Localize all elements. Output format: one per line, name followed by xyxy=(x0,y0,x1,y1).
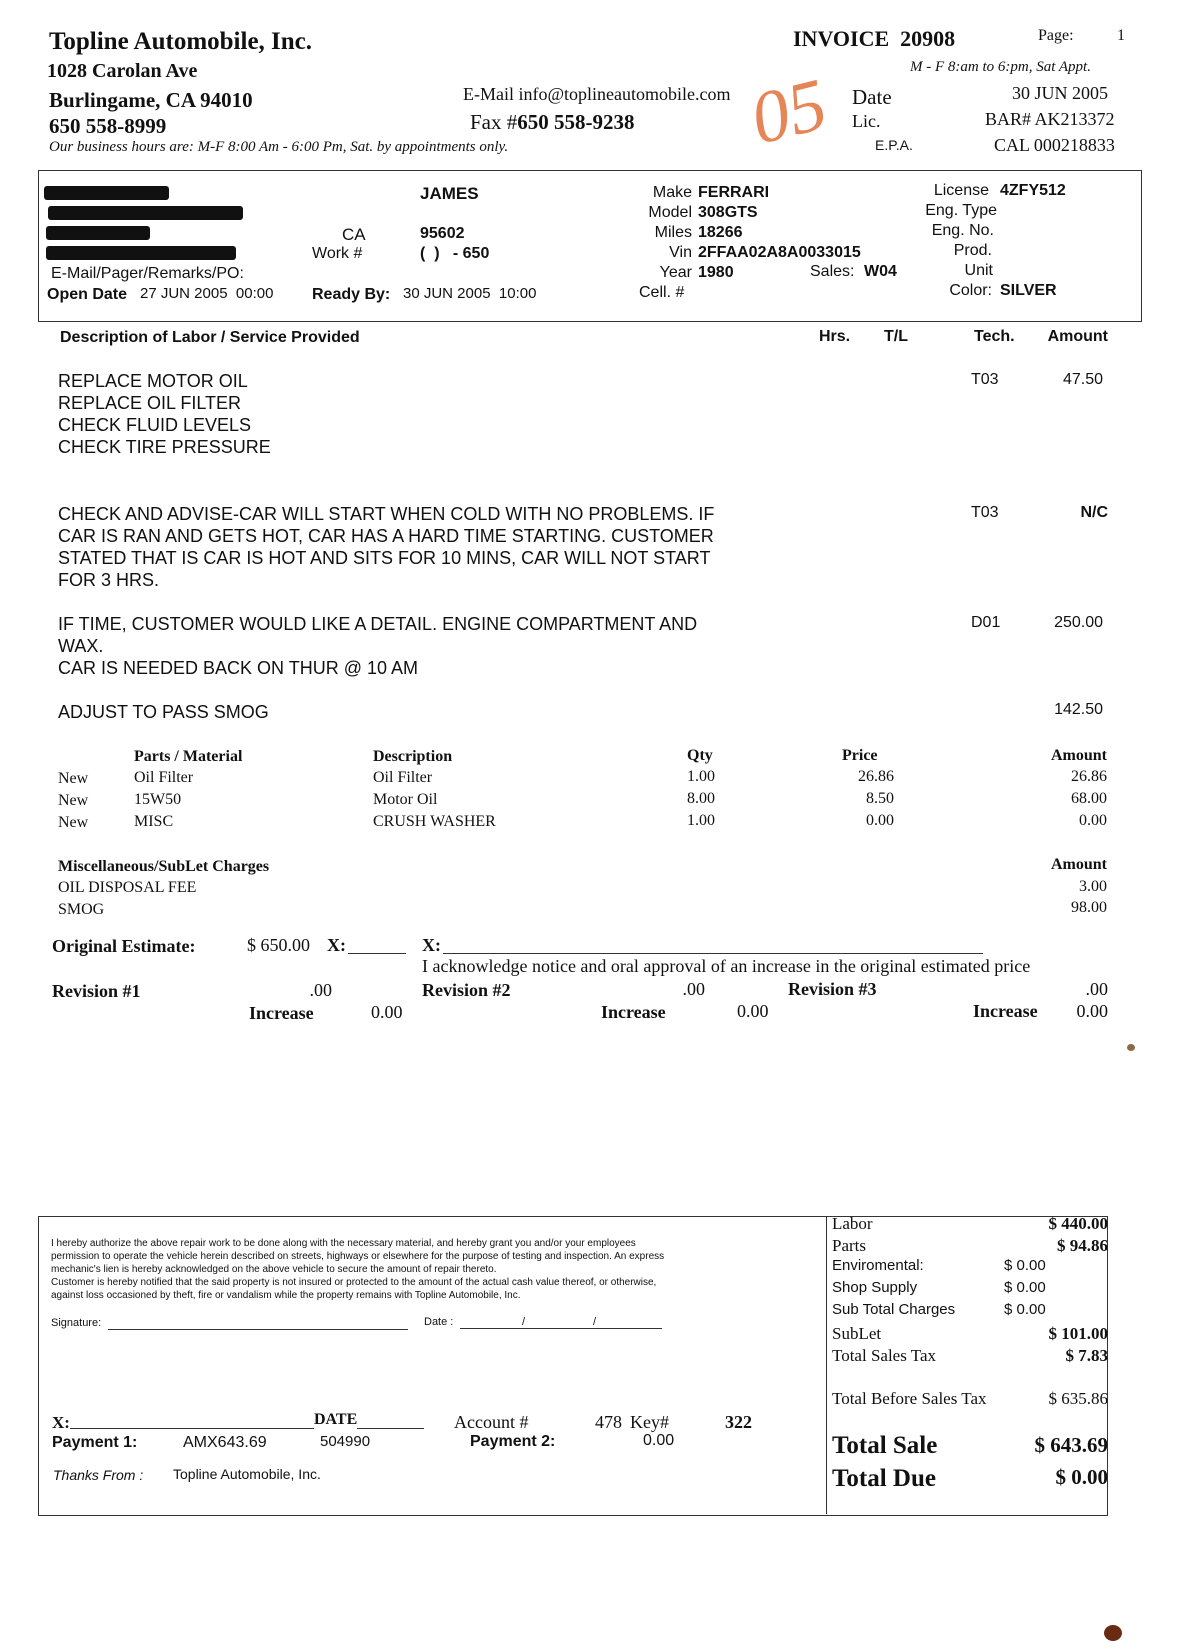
company-email: E-Mail info@toplineautomobile.com xyxy=(463,84,731,104)
labor-line: STATED THAT IS CAR IS HOT AND SITS FOR 10 MINS, CAR WILL NOT START xyxy=(58,548,711,568)
part-description: Motor Oil xyxy=(373,791,438,808)
account-number: 478 xyxy=(595,1412,622,1432)
license-label: License xyxy=(933,182,989,199)
redacted-home-phone xyxy=(46,246,236,260)
signature-date-line[interactable] xyxy=(460,1328,662,1329)
signature-date-label: Date : xyxy=(424,1316,454,1328)
part-qty: 8.00 xyxy=(687,790,715,807)
hrs-header: Hrs. xyxy=(819,328,851,345)
parts-total: $ 94.86 xyxy=(1057,1236,1108,1255)
part-amount: 68.00 xyxy=(1071,790,1107,807)
parts-header-price: Price xyxy=(842,747,878,764)
labor-tech: T03 xyxy=(971,504,999,521)
part-qty: 1.00 xyxy=(687,768,715,785)
vehicle-miles: 18266 xyxy=(698,224,743,241)
eng-no-label: Eng. No. xyxy=(931,222,994,239)
redacted-street xyxy=(48,206,243,220)
miles-label: Miles xyxy=(654,224,692,241)
misc-amount-header: Amount xyxy=(1050,856,1107,873)
labor-amount: N/C xyxy=(1080,504,1108,521)
sublet-label: SubLet xyxy=(832,1324,882,1343)
before-tax-total: $ 635.86 xyxy=(1048,1389,1108,1408)
part-description: CRUSH WASHER xyxy=(373,813,496,830)
customer-zip: 95602 xyxy=(420,225,465,242)
date-separator: / xyxy=(593,1316,597,1328)
part-condition: New xyxy=(58,770,89,787)
original-estimate-label: Original Estimate: xyxy=(52,936,196,956)
payment-x-label: X: xyxy=(52,1413,70,1432)
revision-1-label: Revision #1 xyxy=(52,981,141,1001)
part-price: 26.86 xyxy=(858,768,894,785)
labor-line: CAR IS NEEDED BACK ON THUR @ 10 AM xyxy=(58,658,419,678)
open-date: 27 JUN 2005 00:00 xyxy=(140,285,274,302)
approval-signature-line[interactable] xyxy=(443,953,983,954)
lic-label: Lic. xyxy=(852,111,881,131)
fax-number: 650 558-9238 xyxy=(517,110,635,134)
page-number: 1 xyxy=(1117,27,1125,44)
business-hours: Our business hours are: M-F 8:00 Am - 6:00 Pm, Sat. by appointments only. xyxy=(49,139,509,155)
estimate-x-label: X: xyxy=(327,935,346,955)
sales-label: Sales: xyxy=(810,263,855,280)
part-name: MISC xyxy=(134,813,174,830)
sublet-total: $ 101.00 xyxy=(1048,1324,1108,1343)
epa-label: E.P.A. xyxy=(875,137,913,153)
vin-label: Vin xyxy=(669,244,692,261)
footer-divider xyxy=(826,1216,827,1514)
vehicle-vin: 2FFAA02A8A0033015 xyxy=(698,244,861,261)
increase-1-value: 0.00 xyxy=(371,1002,403,1022)
legal-line: mechanic's lien is hereby acknowledged on the above vehicle to secure the amount of repair thereto. xyxy=(51,1264,497,1275)
work-label: Work # xyxy=(312,245,363,262)
part-condition: New xyxy=(58,792,89,809)
increase-2-value: 0.00 xyxy=(737,1001,769,1021)
part-name: Oil Filter xyxy=(134,769,194,786)
labor-line: CHECK TIRE PRESSURE xyxy=(58,437,271,457)
total-sale: $ 643.69 xyxy=(1034,1433,1108,1457)
eng-type-label: Eng. Type xyxy=(925,202,997,219)
labor-tech: D01 xyxy=(971,614,1001,631)
total-due: $ 0.00 xyxy=(1055,1465,1108,1489)
legal-line: permission to operate the vehicle herein described on streets, highways or elsewhere for the purpose of testing and inspection. An express xyxy=(51,1251,665,1262)
customer-state: CA xyxy=(342,225,366,244)
fax-label: Fax # xyxy=(470,110,518,134)
parts-header-qty: Qty xyxy=(687,747,713,764)
parts-total-label: Parts xyxy=(832,1236,866,1255)
company-fax xyxy=(470,110,635,135)
bar-number: BAR# AK213372 xyxy=(985,109,1115,129)
company-name: Topline Automobile, Inc. xyxy=(49,28,313,55)
labor-line: WAX. xyxy=(58,636,104,656)
labor-line: REPLACE MOTOR OIL xyxy=(58,371,248,391)
parts-header-amount: Amount xyxy=(1050,747,1107,764)
unit-label: Unit xyxy=(964,262,993,279)
open-date-label: Open Date xyxy=(47,286,128,303)
invoice-number: 20908 xyxy=(900,26,956,51)
company-address: 1028 Carolan Ave xyxy=(47,60,198,82)
shop-supply-label: Shop Supply xyxy=(832,1279,918,1296)
email-remarks-label: E-Mail/Pager/Remarks/PO: xyxy=(51,265,244,282)
tl-header: T/L xyxy=(884,328,908,345)
cell-label: Cell. # xyxy=(639,284,685,301)
payment-1-method: AMX643.69 xyxy=(183,1434,267,1451)
labor-line: CHECK FLUID LEVELS xyxy=(58,415,252,435)
labor-line: REPLACE OIL FILTER xyxy=(58,393,242,413)
invoice-label: INVOICE xyxy=(793,26,890,51)
shop-supply-value: $ 0.00 xyxy=(1004,1279,1046,1296)
redacted-last-name xyxy=(44,186,169,200)
increase-1-label: Increase xyxy=(249,1003,314,1023)
sales-tax-label: Total Sales Tax xyxy=(832,1346,937,1365)
labor-line: ADJUST TO PASS SMOG xyxy=(58,702,269,722)
sub-total-label: Sub Total Charges xyxy=(832,1301,956,1318)
key-number: 322 xyxy=(725,1412,752,1432)
cal-number: CAL 000218833 xyxy=(994,135,1115,155)
company-city: Burlingame, CA 94010 xyxy=(49,88,253,112)
tech-header: Tech. xyxy=(974,328,1015,345)
vehicle-make: FERRARI xyxy=(698,184,770,201)
handwritten-year-stamp: 05 xyxy=(743,63,835,161)
parts-header-description: Description xyxy=(373,748,453,765)
thanks-company: Topline Automobile, Inc. xyxy=(173,1466,321,1482)
vehicle-model: 308GTS xyxy=(698,204,758,221)
payment-2-label: Payment 2: xyxy=(470,1433,556,1450)
prod-label: Prod. xyxy=(953,242,992,259)
part-description: Oil Filter xyxy=(373,769,433,786)
part-amount: 26.86 xyxy=(1071,768,1107,785)
amount-header: Amount xyxy=(1047,328,1108,345)
sub-total-value: $ 0.00 xyxy=(1004,1301,1046,1318)
revision-3-value: .00 xyxy=(1085,979,1108,999)
labor-line: IF TIME, CUSTOMER WOULD LIKE A DETAIL. ENGINE COMPARTMENT AND xyxy=(58,614,698,634)
signature-line[interactable] xyxy=(108,1329,408,1330)
payment-2-value: 0.00 xyxy=(643,1432,675,1449)
legal-line: against loss occasioned by theft, fire or vandalism while the property remains with Topline Automobile, Inc. xyxy=(51,1290,521,1301)
ink-spot xyxy=(1104,1625,1122,1641)
labor-amount: 142.50 xyxy=(1054,701,1103,718)
part-price: 0.00 xyxy=(866,812,894,829)
account-label: Account # xyxy=(454,1412,529,1432)
payment-date-label: DATE xyxy=(314,1411,358,1428)
original-estimate-value: $ 650.00 xyxy=(247,935,310,955)
color-label: Color: xyxy=(949,282,992,299)
customer-first-name: JAMES xyxy=(420,184,479,203)
increase-2-label: Increase xyxy=(601,1002,666,1022)
misc-title: Miscellaneous/SubLet Charges xyxy=(58,858,270,875)
legal-line: Customer is hereby notified that the said property is not insured or protected to the amount of the actual cash value thereof, or otherwise, xyxy=(51,1277,657,1288)
page-label: Page: xyxy=(1038,27,1074,44)
company-phone: 650 558-8999 xyxy=(49,114,167,138)
vehicle-color: SILVER xyxy=(1000,282,1057,299)
invoice-date: 30 JUN 2005 xyxy=(1012,83,1109,103)
payment-1-reference: 504990 xyxy=(320,1433,371,1450)
hours-short: M - F 8:am to 6:pm, Sat Appt. xyxy=(910,59,1091,75)
misc-item-amount: 3.00 xyxy=(1079,878,1107,895)
part-amount: 0.00 xyxy=(1079,812,1107,829)
date-separator: / xyxy=(522,1316,526,1328)
key-label: Key# xyxy=(630,1412,669,1432)
date-label: Date xyxy=(852,85,892,109)
revision-2-value: .00 xyxy=(682,979,705,999)
misc-item-amount: 98.00 xyxy=(1071,899,1107,916)
labor-line: CAR IS RAN AND GETS HOT, CAR HAS A HARD TIME STARTING. CUSTOMER xyxy=(58,526,714,546)
payment-signature-line[interactable] xyxy=(70,1428,424,1429)
revision-2-label: Revision #2 xyxy=(422,980,511,1000)
increase-3-label: Increase xyxy=(973,1001,1038,1021)
ready-by-date: 30 JUN 2005 10:00 xyxy=(403,285,537,302)
vehicle-year: 1980 xyxy=(698,264,734,281)
part-qty: 1.00 xyxy=(687,812,715,829)
parts-header-part: Parts / Material xyxy=(134,748,243,765)
make-label: Make xyxy=(652,184,692,201)
estimate-signature-line[interactable] xyxy=(348,953,406,954)
labor-total-label: Labor xyxy=(832,1214,873,1233)
year-label: Year xyxy=(659,264,692,281)
labor-tech: T03 xyxy=(971,371,999,388)
part-price: 8.50 xyxy=(866,790,894,807)
part-name: 15W50 xyxy=(134,791,182,808)
legal-line: I hereby authorize the above repair work to be done along with the necessary material, and hereby grant you and/or your employees xyxy=(51,1238,636,1249)
increase-3-value: 0.00 xyxy=(1076,1001,1108,1021)
before-tax-label: Total Before Sales Tax xyxy=(832,1389,987,1408)
approval-x-label: X: xyxy=(422,935,441,955)
environmental-value: $ 0.00 xyxy=(1004,1257,1046,1274)
invoice-title xyxy=(793,26,955,52)
sales-code: W04 xyxy=(864,263,897,280)
labor-line: FOR 3 HRS. xyxy=(58,570,160,590)
part-condition: New xyxy=(58,814,89,831)
vehicle-license: 4ZFY512 xyxy=(1000,182,1066,199)
revision-1-value: .00 xyxy=(309,980,332,1000)
sales-tax-total: $ 7.83 xyxy=(1065,1346,1108,1365)
thanks-label: Thanks From : xyxy=(53,1467,144,1483)
redacted-city xyxy=(46,226,150,240)
signature-label: Signature: xyxy=(51,1317,102,1329)
misc-item-name: OIL DISPOSAL FEE xyxy=(58,879,197,896)
labor-amount: 47.50 xyxy=(1062,371,1103,388)
labor-amount: 250.00 xyxy=(1054,614,1103,631)
misc-item-name: SMOG xyxy=(58,901,105,918)
labor-line: CHECK AND ADVISE-CAR WILL START WHEN COLD WITH NO PROBLEMS. IF xyxy=(58,504,715,524)
total-due-label: Total Due xyxy=(832,1465,936,1492)
labor-description-header: Description of Labor / Service Provided xyxy=(60,329,360,346)
ready-by-label: Ready By: xyxy=(312,286,391,303)
environmental-label: Enviromental: xyxy=(832,1257,924,1274)
labor-total: $ 440.00 xyxy=(1048,1214,1108,1233)
revision-3-label: Revision #3 xyxy=(788,979,877,999)
ink-spot xyxy=(1127,1044,1135,1051)
work-phone: ( ) - 650 xyxy=(420,245,490,262)
model-label: Model xyxy=(648,204,692,221)
approval-acknowledgement: I acknowledge notice and oral approval of an increase in the original estimated price xyxy=(422,956,1031,976)
payment-1-label: Payment 1: xyxy=(52,1434,138,1451)
total-sale-label: Total Sale xyxy=(832,1432,938,1459)
